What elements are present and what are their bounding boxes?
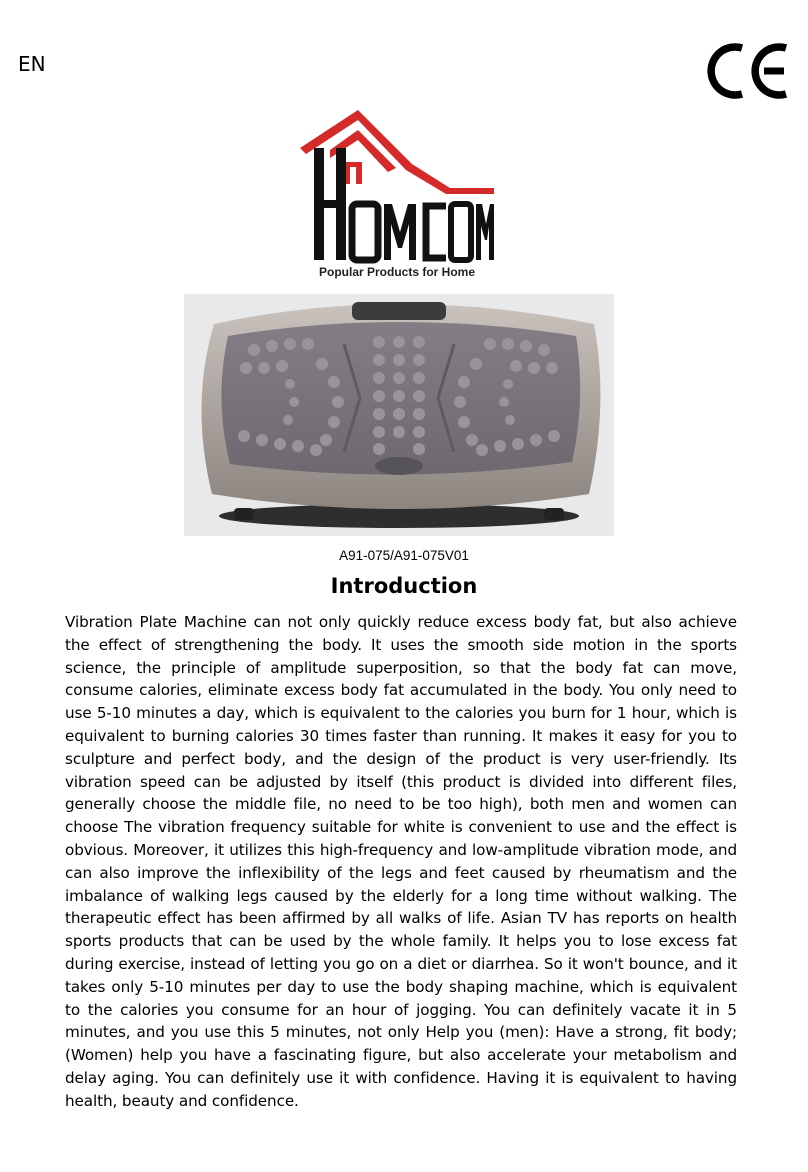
ce-mark-icon <box>706 40 792 102</box>
roof-icon <box>300 110 494 194</box>
model-number: A91-075/A91-075V01 <box>339 548 469 563</box>
intro-paragraph: Vibration Plate Machine can not only quickly reduce excess body fat, but also achieve the effect of strengthening the body. It uses the smooth side motion in the sports science, the principle of amplitude superposition, so that the body fat can move, consume calories, eliminate excess body fat accumulated in the body. You only need to use 5-10 minutes a day, which is equivalent to the calories you burn for 1 hour, which is equivalent to burning calories 30 times faster than running. It makes it easy for you to sculpture and perfect body, and the design of the product is very user-friendly. Its vibration speed can be adjusted by itself (this product is divided into different files, generally choose the middle file, no need to be too high), both men and women can choose The vibration frequency suitable for white is convenient to use and the effect is obvious. Moreover, it utilizes this high-frequency and low-amplitude vibration mode, and can also improve the inflexibility of the legs and feet caused by rheumatism and the imbalance of walking legs caused by the elderly for a long time without walking. The therapeutic effect has been affirmed by all walks of life. Asian TV has reports on health sports products that can be used by the whole family. It helps you to lose excess fat during exercise, instead of letting you go on a diet or diarrhea. So it won't bounce, and it takes only 5-10 minutes per day to use the body shaping machine, which is equivalent to the calories you consume for an hour of jogging. You can definitely vacate it in 5 minutes, and you use this 5 minutes, not only Help you (men): Have a strong, fit body; (Women) help you have a fascinating figure, but also accelerate your metabolism and delay aging. You can definitely use it with confidence. Having it is equivalent to having health, beauty and confidence. <box>65 613 737 1110</box>
section-heading: Introduction <box>330 574 478 598</box>
product-image <box>184 294 614 536</box>
language-code: EN <box>18 52 46 76</box>
homcom-logo <box>300 108 494 280</box>
logo-tagline: Popular Products for Home <box>318 265 476 279</box>
